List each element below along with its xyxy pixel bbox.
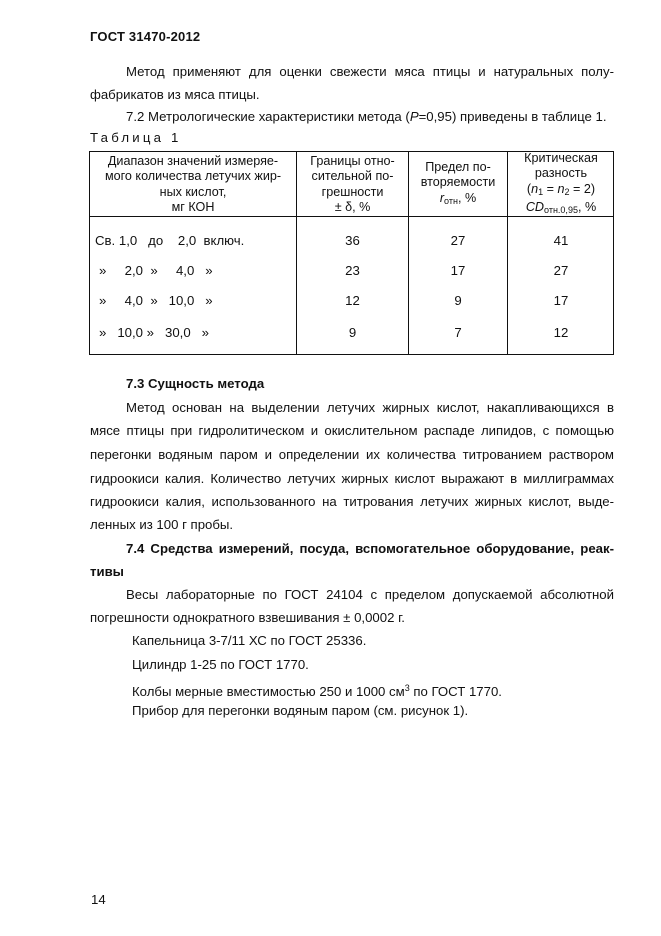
scales-line-2: погрешности однократного взвешивания ± 0,0002 г.: [90, 610, 405, 625]
metrology-table: [89, 151, 614, 355]
row-bounds: 12: [345, 293, 360, 308]
header-bounds-line: грешности: [321, 184, 384, 199]
row-bounds: 9: [348, 325, 357, 340]
row-bounds: 36: [345, 233, 360, 248]
flasks-text: Колбы мерные вместимостью 250 и 1000 см: [132, 684, 405, 699]
header-critical-line: разность: [534, 166, 588, 181]
section-7-3-line: гидроокиси калия, использованного на титрования летучих жирных кислот, выде-: [90, 494, 614, 509]
row-range: » 10,0 » 30,0 »: [99, 325, 209, 340]
section-7-2-before: 7.2 Метрологические характеристики метода (: [126, 109, 410, 124]
n1-subscript: 1: [538, 186, 544, 197]
header-critical-line: Критическая: [524, 151, 598, 166]
row-repeat: 7: [454, 325, 462, 340]
flasks-superscript: 3: [404, 683, 410, 693]
document-header: ГОСТ 31470-2012: [90, 29, 201, 44]
n2-symbol: n: [557, 181, 565, 196]
table-caption: Таблица 1: [90, 130, 182, 145]
page-number: 14: [91, 892, 106, 907]
header-repeatability: [409, 152, 507, 217]
row-repeat: 17: [450, 263, 466, 278]
header-repeat-symbol: [440, 191, 476, 209]
row-repeat: 27: [450, 233, 466, 248]
section-7-3-title: 7.3 Сущность метода: [126, 376, 265, 391]
row-critical: 41: [553, 233, 569, 248]
row-repeat: 9: [454, 293, 462, 308]
section-7-3-line: мясе птицы при гидролитическом и окислительном распаде липидов, с помощью: [90, 423, 614, 438]
row-range: » 4,0 » 10,0 »: [99, 293, 213, 308]
header-range-line: мг КОН: [171, 199, 215, 214]
apparatus-item: Прибор для перегонки водяным паром (см. рисунок 1).: [132, 703, 469, 718]
flasks-text-after: по ГОСТ 1770.: [409, 684, 502, 699]
intro-line-2: фабрикатов из мяса птицы.: [90, 87, 260, 102]
section-7-4-title-cont: тивы: [90, 564, 124, 579]
header-repeat-line: Предел по-: [425, 160, 491, 175]
eq2: = 2): [569, 181, 596, 196]
dropper-item: Капельница 3-7/11 ХС по ГОСТ 25336.: [132, 633, 367, 648]
header-bounds: [297, 152, 408, 217]
header-critical-n: $(n_1 = n_2 = 2)$: [526, 181, 596, 197]
eq1: =: [543, 181, 558, 196]
r-subscript: отн: [444, 195, 458, 206]
r-unit: , %: [457, 190, 477, 205]
section-7-2-after: =0,95) приведены в таблице 1.: [418, 109, 607, 124]
n2-subscript: 2: [564, 186, 570, 197]
header-range: [90, 152, 296, 217]
section-7-3-line: Метод основан на выделении летучих жирных кислот, накапливающихся в: [126, 400, 614, 415]
section-7-3-line: перегонки водяным паром и определении их количества титрованием раствором: [90, 447, 614, 462]
header-range-line: мого количества летучих жир-: [104, 169, 282, 184]
cd-subscript: отн.0,95: [544, 204, 578, 215]
section-7-3-line: гидроокиси калия. Количество летучих жирных кислот выражают в миллиграммах: [90, 471, 614, 486]
row-critical: 12: [553, 325, 569, 340]
header-bounds-line: сительной по-: [311, 169, 394, 184]
row-critical: 17: [553, 293, 569, 308]
probability-symbol: P: [409, 109, 419, 124]
row-range: » 2,0 » 4,0 »: [99, 263, 213, 278]
row-range: Св. 1,0 до 2,0 включ.: [95, 233, 245, 248]
header-repeat-line: вторяемости: [420, 175, 496, 190]
cylinder-item: Цилиндр 1-25 по ГОСТ 1770.: [132, 657, 309, 672]
intro-line-1: Метод применяют для оценки свежести мяса птицы и натуральных полу-: [126, 64, 614, 79]
header-range-line: Диапазон значений измеряе-: [107, 154, 279, 169]
header-bounds-line: Границы отно-: [310, 154, 395, 169]
cd-unit: , %: [577, 199, 597, 214]
section-7-4-title: 7.4 Средства измерений, посуда, вспомогательное оборудование, реак-: [126, 541, 614, 556]
header-bounds-line: ± δ, %: [334, 199, 371, 214]
section-7-3-line: ленных из 100 г пробы.: [90, 517, 234, 532]
row-bounds: 23: [345, 263, 360, 278]
row-critical: 27: [553, 263, 569, 278]
cd-symbol: CD: [525, 199, 545, 214]
section-7-2-text: [126, 106, 607, 129]
header-critical: [508, 152, 614, 217]
r-symbol: r: [439, 190, 445, 205]
header-range-line: ных кислот,: [159, 184, 227, 199]
header-critical-cd: [526, 200, 596, 218]
scales-line-1: Весы лабораторные по ГОСТ 24104 с пределом допускаемой абсолютной: [126, 587, 614, 602]
n1-symbol: n: [531, 181, 539, 196]
